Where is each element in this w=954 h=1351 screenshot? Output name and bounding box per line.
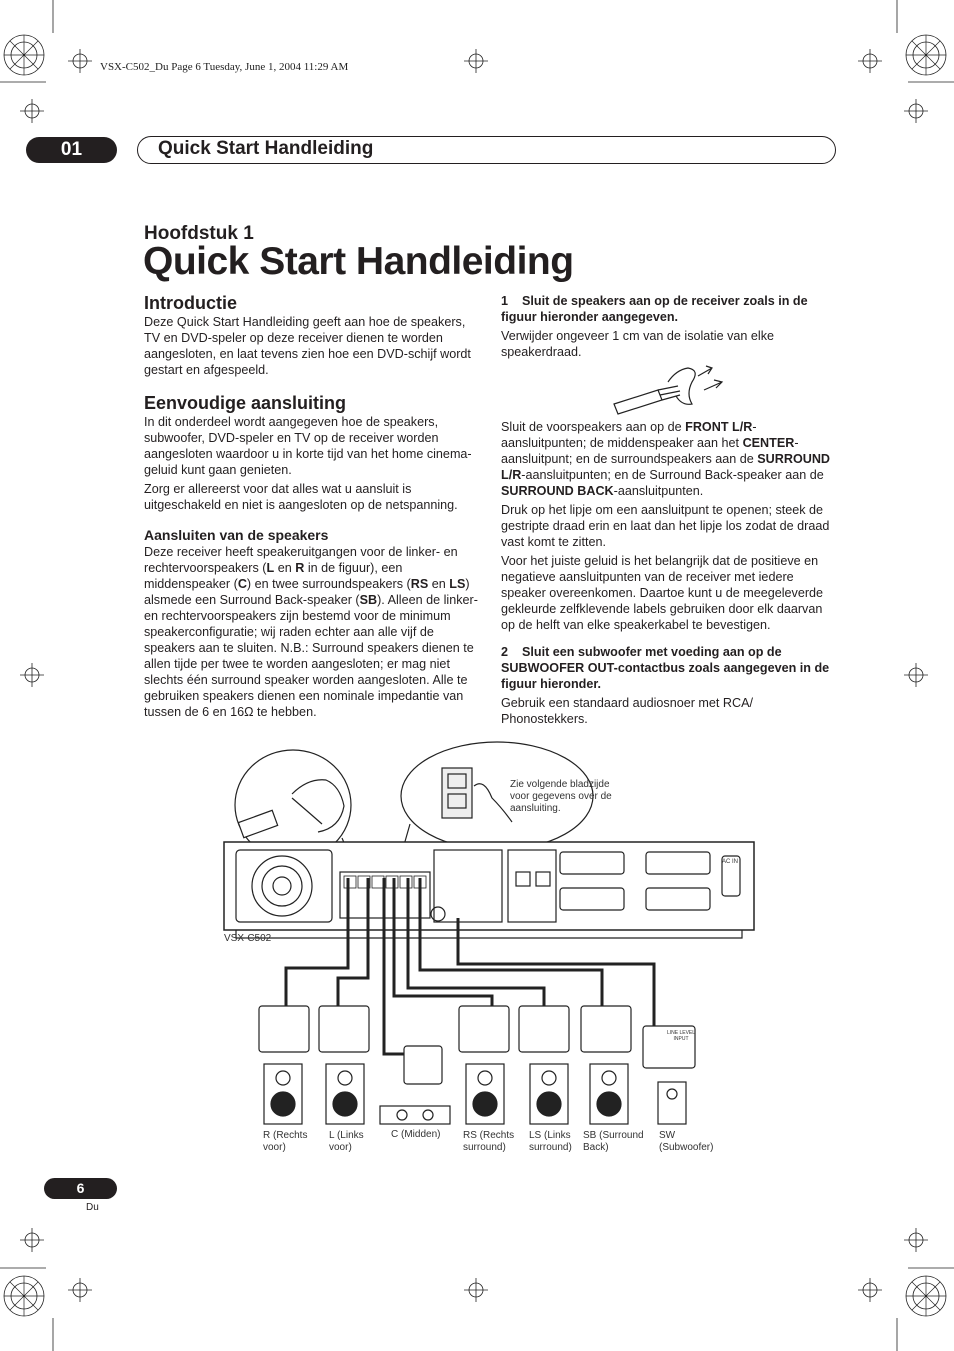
- chapter-number: 01: [26, 137, 117, 163]
- page-number: 6: [44, 1178, 117, 1199]
- step1-text: Verwijder ongeveer 1 cm van de isolatie van elke speakerdraad.: [501, 329, 775, 359]
- right-column-bottom: [501, 419, 837, 730]
- speaker-label-rs: RS (Rechts surround): [463, 1130, 515, 1153]
- page-title: Quick Start Handleiding: [143, 240, 574, 283]
- step1-title: 1 Sluit de speakers aan op de receiver zoals in de figuur hieronder aangegeven.: [501, 294, 808, 324]
- speaker-label-ls: LS (Links surround): [529, 1130, 572, 1153]
- speakers-text: Deze receiver heeft speakeruitgangen voor de linker- en rechtervoorspeakers (L en R in de figuur), een middenspeaker (C) en twee surroundspeakers (RS en LS) alsmede een Surround Back-speaker (SB). Alleen de linker- en rechtervoorspeakers zijn bestemd voor de minimum speakerconfiguratie; wij raden echter aan alle vijf de speakers aan te sluiten. N.B.: Surround speakers dienen te allen tijde per twee te worden aangesloten; er mag niet slechts één surround speaker worden aangesloten. Alle te gebruiken speakers dienen een nominale impedantie van tussen de 6 en 16Ω te hebben.: [144, 545, 478, 719]
- left-column: [144, 292, 480, 723]
- speaker-label-r: R (Rechts voor): [263, 1130, 308, 1153]
- right-column-top: [501, 293, 837, 363]
- intro-heading: Introductie: [144, 293, 237, 313]
- language-code: Du: [86, 1202, 99, 1213]
- speakers-heading: Aansluiten van de speakers: [144, 527, 329, 543]
- model-label: VSX-C502: [224, 933, 272, 944]
- chapter-label: Hoofdstuk 1: [144, 223, 254, 244]
- druk-text: Druk op het lipje om een aansluitpunt te openen; steek de gestripte draad erin en laat dan het lipje los zodat de draad vast komt te zitten.: [501, 503, 830, 549]
- simple-p2: Zorg er allereerst voor dat alles wat u aansluit is uitgeschakeld en niet is aangesloten op de netspanning.: [144, 482, 458, 512]
- chapter-bar-title: Quick Start Handleiding: [158, 138, 374, 159]
- step2-text: Gebruik een standaard audiosnoer met RCA/ Phonostekkers.: [501, 696, 754, 726]
- diagram-note: Zie volgende bladzijde voor gegevens over de aansluiting.: [510, 779, 612, 814]
- intro-text: Deze Quick Start Handleiding geeft aan hoe de speakers, TV en DVD-speler op deze receiver dienen te worden aangesloten, en laat tevens zien hoe een DVD-schijf wordt gestart en afgespeeld.: [144, 315, 471, 377]
- step2-title: 2 Sluit een subwoofer met voeding aan op de SUBWOOFER OUT-contactbus zoals aangegeven in de figuur hieronder.: [501, 645, 830, 691]
- line-level-input-label: LINE LEVEL INPUT: [666, 1030, 696, 1042]
- voor-text: Voor het juiste geluid is het belangrijk dat de positieve en negatieve aansluitpunten van de receiver met iedere speaker overeenkomen. Daartoe kunt u de meegeleverde gekleurde zelfklevende labels gebruiken door elk daarvan op de helft van elke speakerkabel te bevestigen.: [501, 554, 824, 632]
- ac-in-label: AC IN: [722, 859, 739, 865]
- simple-heading: Eenvoudige aansluiting: [144, 393, 347, 413]
- speaker-label-sb: SB (Surround Back): [583, 1130, 644, 1153]
- print-header: VSX-C502_Du Page 6 Tuesday, June 1, 2004 11:29 AM: [100, 61, 349, 73]
- speaker-label-c: C (Midden): [391, 1129, 441, 1140]
- speaker-label-sw: SW (Subwoofer): [659, 1130, 714, 1153]
- speaker-label-l: L (Links voor): [329, 1130, 364, 1153]
- simple-p1: In dit onderdeel wordt aangegeven hoe de speakers, subwoofer, DVD-speler en TV op de receiver worden aangesloten waardoor u in korte tijd van het home cinema-geluid kunt gaan genieten.: [144, 415, 472, 477]
- connect-text: Sluit de voorspeakers aan op de FRONT L/R-aansluitpunten; de middenspeaker aan het CENTER-aansluitpunt; en de surroundspeakers aan de SURROUND L/R-aansluitpunten; en de Surround Back-speaker aan de SURROUND BACK-aansluitpunten.: [501, 420, 831, 498]
- connection-diagram: [222, 738, 762, 1138]
- wire-strip-illustration: [608, 364, 728, 416]
